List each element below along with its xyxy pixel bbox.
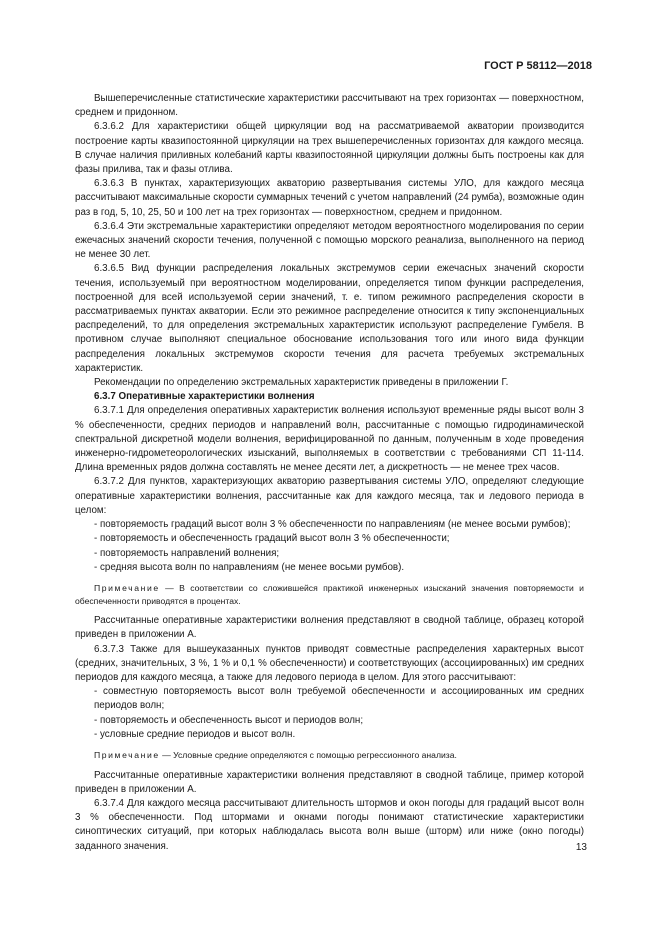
section-title: Оперативные характеристики волнения — [118, 391, 315, 403]
section-heading — [75, 390, 584, 404]
list-item: - совместную повторяемость высот волн требуемой обеспеченности и ассоциированных им средних периодов волн; — [94, 686, 584, 712]
note-label: Примечание — [94, 582, 160, 593]
paragraph: Рассчитанные оперативные характеристики волнения представляют в сводной таблице, образец которой приведен в приложении А. — [75, 615, 584, 641]
note-label: Примечание — [94, 749, 160, 760]
paragraph: 6.3.6.4 Эти экстремальные характеристики определяют методом вероятностного моделирования по серии ежечасных значений скорости течения, полученной с помощью морского реанализа, выполненного на период не менее 30 лет. — [75, 220, 584, 261]
paragraph: 6.3.7.4 Для каждого месяца рассчитывают длительность штормов и окон погоды для градаций высот волн 3 % обеспеченности. Под штормами и окнами погоды понимают статистические характеристики синоптических ситуаций, при которых наблюдалась высота волн выше (шторм) или ниже (окно погоды) заданного значения. — [75, 797, 584, 852]
paragraph: 6.3.7.1 Для определения оперативных характеристик волнения используют временные ряды высот волн 3 % обеспеченности, средних периодов и направлений волн, рассчитанные с помощью гидродинамической спектральной дискретной модели волнения, верифицированной по данным, полученным в ходе проведения инженерно-гидрометеорологических изысканий, выполняемых в соответствии с требованиями СП 11-114. Длина временных рядов должна составлять не менее десяти лет, а дискретность — не менее трех часов. — [75, 405, 584, 474]
paragraph: Рекомендации по определению экстремальных характеристик приведены в приложении Г. — [94, 377, 509, 389]
note — [75, 749, 584, 762]
note — [75, 582, 584, 607]
note-text: — Условные средние определяются с помощью регрессионного анализа. — [159, 749, 457, 760]
paragraph: 6.3.6.3 В пунктах, характеризующих акваторию развертывания системы УЛО, для каждого месяца рассчитывают максимальные скорости суммарных течений с учетом направлений (24 румба), возможные один раз в год, 5, 10, 25, 50 и 100 лет на трех горизонтах — поверхностном, среднем и придонном. — [75, 178, 584, 218]
document-header: ГОСТ Р 58112—2018 — [484, 60, 592, 72]
list-item: - повторяемость и обеспеченность градаций высот волн 3 % обеспеченности; — [94, 533, 450, 545]
document-body — [75, 92, 584, 854]
note-text: — В соответствии со сложившейся практикой инженерных изысканий значения повторяемости и обеспеченности приводятся в процентах. — [75, 582, 584, 606]
paragraph: Рассчитанные оперативные характеристики волнения представляют в сводной таблице, пример которой приведен в приложении А. — [75, 769, 584, 795]
paragraph: 6.3.6.2 Для характеристики общей циркуляции вод на рассматриваемой акватории производится построение карты квазипостоянной циркуляции на трех вышеперечисленных горизонтах для каждого месяца. В случае наличия приливных колебаний карты квазипостоянной циркуляции должны быть построены как для фазы прилива, так и фазы отлива. — [75, 121, 584, 176]
list-item: - повторяемость направлений волнения; — [94, 547, 280, 559]
paragraph: 6.3.7.3 Также для вышеуказанных пунктов приводят совместные распределения характерных высот (средних, значительных, 3 %, 1 % и 0,1 % обеспеченности) и соответствующих (ассоциированных) им средних периодов для каждого месяца, а также для ледового периода в целом. Для этого рассчитывают: — [75, 643, 584, 683]
list-item: - повторяемость и обеспеченность высот и периодов волн; — [94, 714, 364, 726]
list-item: - условные средние периодов и высот волн. — [94, 728, 296, 740]
paragraph: 6.3.6.5 Вид функции распределения локальных экстремумов серии ежечасных значений скорости течения, используемый при вероятностном моделировании, определяется типом функции распределения, построенной для всей используемой серии значений, т. е. типом режимного распределения скорости в рассматриваемых пунктах акватории. Если это режимное распределение относится к типу экспоненциальных распределений, то для определения экстремальных характеристик используют распределение Гумбеля. В противном случае выполняют специальное обоснование использования того или иного вида функции распределения локальных экстремумов скорости течения для расчета требуемых экстремальных характеристик. — [75, 263, 584, 374]
paragraph: 6.3.7.2 Для пунктов, характеризующих акваторию развертывания системы УЛО, определяют следующие оперативные характеристики волнения, рассчитанные как для каждого месяца, так и ледового периода в целом: — [75, 476, 584, 516]
list-item: - повторяемость градаций высот волн 3 % обеспеченности по направлениям (не менее восьми румбов); — [94, 519, 571, 531]
section-number: 6.3.7 — [94, 391, 116, 403]
list-item: - средняя высота волн по направлениям (не менее восьми румбов). — [94, 561, 405, 573]
paragraph: Вышеперечисленные статистические характеристики рассчитывают на трех горизонтах — поверхностном, среднем и придонном. — [75, 93, 584, 119]
page-number: 13 — [575, 842, 587, 853]
